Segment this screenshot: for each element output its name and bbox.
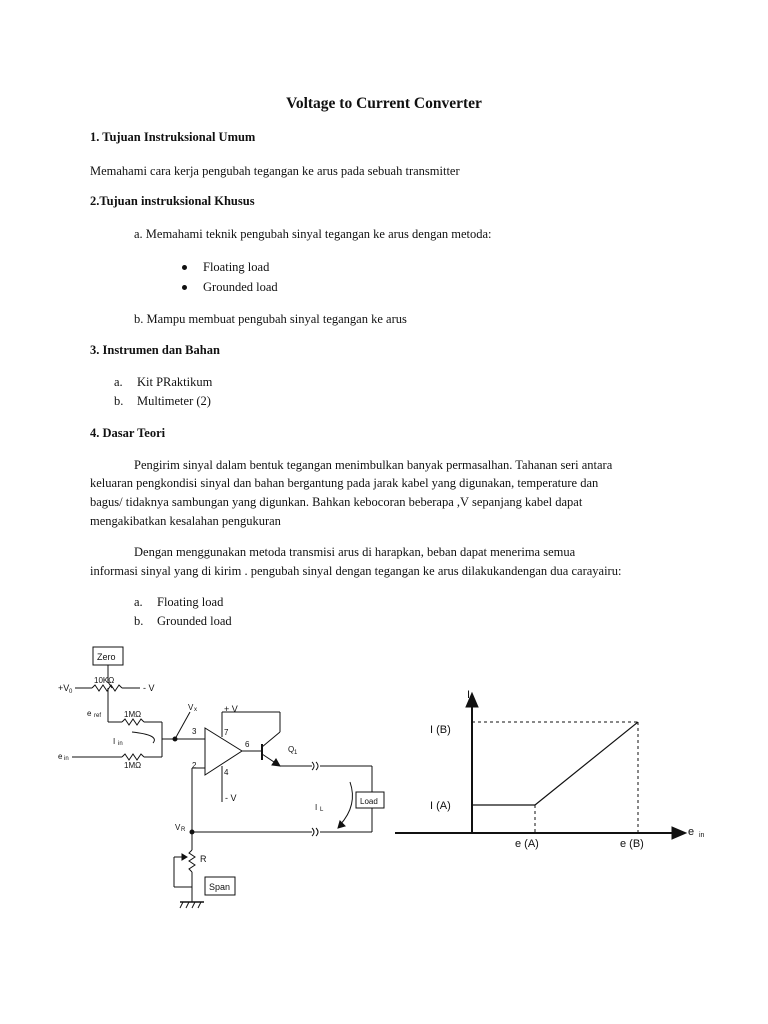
section3-item-multimeter: Multimeter (2) bbox=[137, 394, 211, 408]
section4-p1-line1: Pengirim sinyal dalam bentuk tegangan menimbulkan banyak permasalhan. Tahanan seri antara bbox=[134, 458, 613, 472]
section4-item-floating: Floating load bbox=[157, 595, 224, 609]
svg-text:1MΩ: 1MΩ bbox=[124, 761, 142, 770]
section4-marker-a: a. bbox=[134, 595, 143, 609]
transistor-arrow-icon bbox=[272, 759, 280, 766]
svg-text:7: 7 bbox=[224, 728, 229, 737]
svg-text:- V: - V bbox=[225, 793, 237, 803]
zero-label: Zero bbox=[97, 652, 116, 662]
section2-item-b: b. Mampu membuat pengubah sinyal tegangan ke arus bbox=[134, 312, 407, 326]
section2-bullet-floating: Floating load bbox=[203, 260, 270, 274]
section1-text: Memahami cara kerja pengubah tegangan ke arus pada sebuah transmitter bbox=[90, 164, 460, 178]
svg-text:+ V: + V bbox=[224, 704, 238, 714]
label-iB: I (B) bbox=[430, 724, 451, 736]
bullet-icon bbox=[182, 265, 187, 270]
svg-text:2: 2 bbox=[192, 761, 197, 770]
svg-text:in: in bbox=[699, 832, 705, 839]
label-eB: e (B) bbox=[620, 838, 644, 850]
span-label: Span bbox=[209, 882, 231, 892]
svg-text:I: I bbox=[315, 803, 318, 812]
svg-text:ref: ref bbox=[94, 713, 102, 719]
section2-heading: 2.Tujuan instruksional Khusus bbox=[90, 194, 255, 208]
y-axis-label: I bbox=[467, 689, 471, 701]
resistor-1m-top bbox=[122, 719, 144, 725]
x-axis-arrow-icon bbox=[672, 827, 686, 839]
svg-text:V: V bbox=[175, 823, 181, 832]
svg-text:0: 0 bbox=[69, 689, 73, 695]
svg-text:I: I bbox=[113, 737, 116, 746]
section4-marker-b: b. bbox=[134, 614, 144, 628]
section2-item-a: a. Memahami teknik pengubah sinyal tegangan ke arus dengan metoda: bbox=[134, 227, 492, 241]
svg-text:10KΩ: 10KΩ bbox=[94, 676, 115, 685]
section3-item-kit: Kit PRaktikum bbox=[137, 375, 213, 389]
page-title: Voltage to Current Converter bbox=[286, 95, 482, 112]
section4-p1-line2: keluaran pengkondisi sinyal dan bahan bergantung pada jarak kabel yang digunakan, temperature dan bbox=[90, 476, 599, 490]
current-arrow-icon bbox=[340, 782, 352, 825]
svg-text:3: 3 bbox=[192, 727, 197, 736]
svg-text:4: 4 bbox=[224, 768, 229, 777]
resistor-span bbox=[189, 850, 195, 872]
resistor-1m-bottom bbox=[122, 754, 144, 760]
section3-marker-a: a. bbox=[114, 375, 123, 389]
circuit-diagram bbox=[50, 640, 390, 915]
svg-text:Q: Q bbox=[288, 745, 295, 754]
svg-text:x: x bbox=[194, 707, 197, 713]
vplus-left: +V bbox=[58, 683, 70, 693]
svg-text:e: e bbox=[87, 709, 92, 718]
label-eA: e (A) bbox=[515, 838, 539, 850]
section4-p1-line4: mengakibatkan kesalahan pengukuran bbox=[90, 514, 281, 528]
resistor-10k bbox=[92, 685, 122, 691]
svg-text:1MΩ: 1MΩ bbox=[124, 710, 142, 719]
transfer-line-ramp bbox=[535, 722, 638, 805]
svg-text:in: in bbox=[64, 756, 69, 762]
svg-text:1: 1 bbox=[294, 750, 298, 756]
section2-bullet-grounded: Grounded load bbox=[203, 280, 278, 294]
svg-text:V: V bbox=[188, 703, 194, 712]
section4-p2-line2: informasi sinyal yang di kirim . pengubah sinyal dengan tegangan ke arus dilakukandengan dua carayairu: bbox=[90, 564, 622, 578]
label-iA: I (A) bbox=[430, 800, 451, 812]
transistor-collector bbox=[262, 732, 280, 747]
section4-p2-line1: Dengan menggunakan metoda transmisi arus di harapkan, beban dapat menerima semua bbox=[134, 545, 576, 559]
svg-text:e: e bbox=[58, 752, 63, 761]
transfer-graph bbox=[390, 685, 720, 855]
load-label: Load bbox=[360, 797, 378, 806]
section4-item-grounded: Grounded load bbox=[157, 614, 232, 628]
section1-heading: 1. Tujuan Instruksional Umum bbox=[90, 130, 256, 144]
cable-break-bottom bbox=[312, 828, 318, 836]
svg-text:R: R bbox=[181, 827, 186, 833]
svg-text:in: in bbox=[118, 741, 123, 747]
svg-text:R: R bbox=[200, 854, 207, 864]
cable-break-top bbox=[312, 762, 318, 770]
section4-heading: 4. Dasar Teori bbox=[90, 426, 166, 440]
bullet-icon bbox=[182, 285, 187, 290]
x-axis-label: e bbox=[688, 826, 695, 838]
section3-heading: 3. Instrumen dan Bahan bbox=[90, 343, 220, 357]
vminus-left: - V bbox=[143, 683, 155, 693]
svg-text:6: 6 bbox=[245, 740, 250, 749]
section4-p1-line3: bagus/ tidaknya sambungan yang digunkan. Bahkan kebocoran beberapa ,V sepanjang kabel dapat bbox=[90, 495, 583, 509]
svg-text:L: L bbox=[320, 807, 324, 813]
section3-marker-b: b. bbox=[114, 394, 124, 408]
